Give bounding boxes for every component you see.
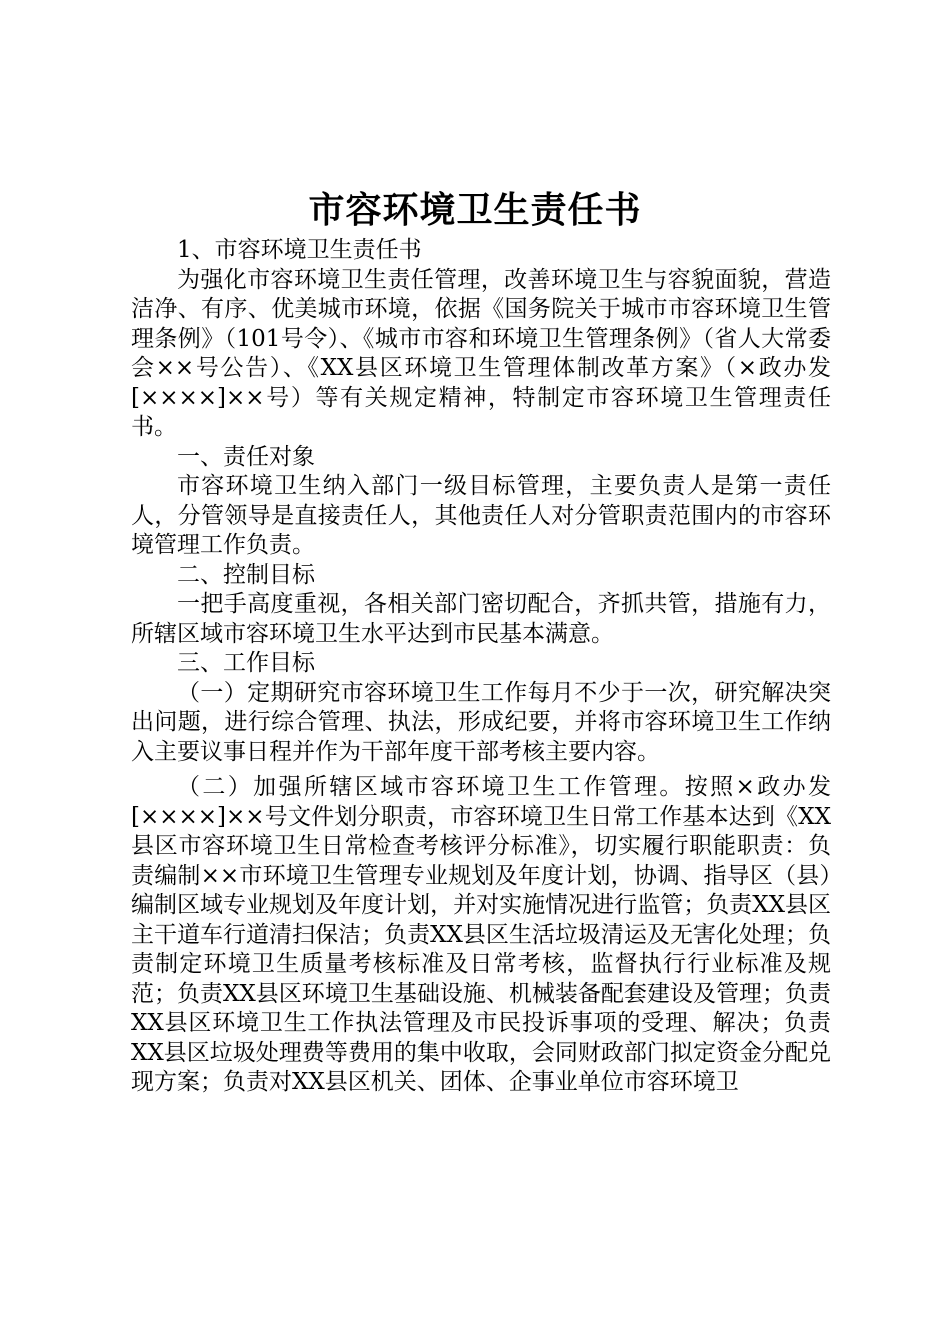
document-body	[131, 236, 831, 1098]
paragraph-heading-1: 1、市容环境卫生责任书	[177, 237, 422, 263]
section-heading-responsibility: 一、责任对象	[177, 443, 315, 470]
section-heading-control-goal: 二、控制目标	[177, 561, 315, 588]
paragraph-responsibility: 市容环境卫生纳入部门一级目标管理，主要负责人是第一责任人，分管领导是直接责任人，其他责任人对分管职责范围内的市容环境管理工作负责。	[131, 473, 831, 558]
paragraph-work-goal-1: （一）定期研究市容环境卫生工作每月不少于一次，研究解决突出问题，进行综合管理、执法，形成纪要，并将市容环境卫生工作纳入主要议事日程并作为干部年度干部考核主要内容。	[131, 679, 831, 765]
document-title: 市容环境卫生责任书	[308, 189, 642, 231]
section-heading-work-goal: 三、工作目标	[177, 650, 315, 676]
paragraph-control-goal: 一把手高度重视，各相关部门密切配合，齐抓共管，措施有力，所辖区域市容环境卫生水平达到市民基本满意。	[131, 591, 831, 647]
paragraph-intro: 为强化市容环境卫生责任管理，改善环境卫生与容貌面貌，营造洁净、有序、优美城市环境，依据《国务院关于城市市容环境卫生管理条例》（101号令）、《城市市容和环境卫生管理条例》（省人大常委会××号公告）、《XX县区环境卫生管理体制改革方案》（×政办发[××××]××号）等有关规定精神，特制定市容环境卫生管理责任书。	[131, 266, 831, 440]
paragraph-work-goal-2: （二）加强所辖区域市容环境卫生工作管理。按照×政办发[××××]××号文件划分职责，市容环境卫生日常工作基本达到《XX县区市容环境卫生日常检查考核评分标准》，切实履行职能职责：负责编制××市环境卫生管理专业规划及年度计划，协调、指导区（县）编制区域专业规划及年度计划，并对实施情况进行监管；负责XX县区主干道车行道清扫保洁；负责XX县区生活垃圾清运及无害化处理；负责制定环境卫生质量考核标准及日常考核，监督执行行业标准及规范；负责XX县区环境卫生基础设施、机械装备配套建设及管理；负责XX县区环境卫生工作执法管理及市民投诉事项的受理、解决；负责XX县区垃圾处理费等费用的集中收取，会同财政部门拟定资金分配兑现方案；负责对XX县区机关、团体、企事业单位市容环境卫	[131, 774, 831, 1095]
